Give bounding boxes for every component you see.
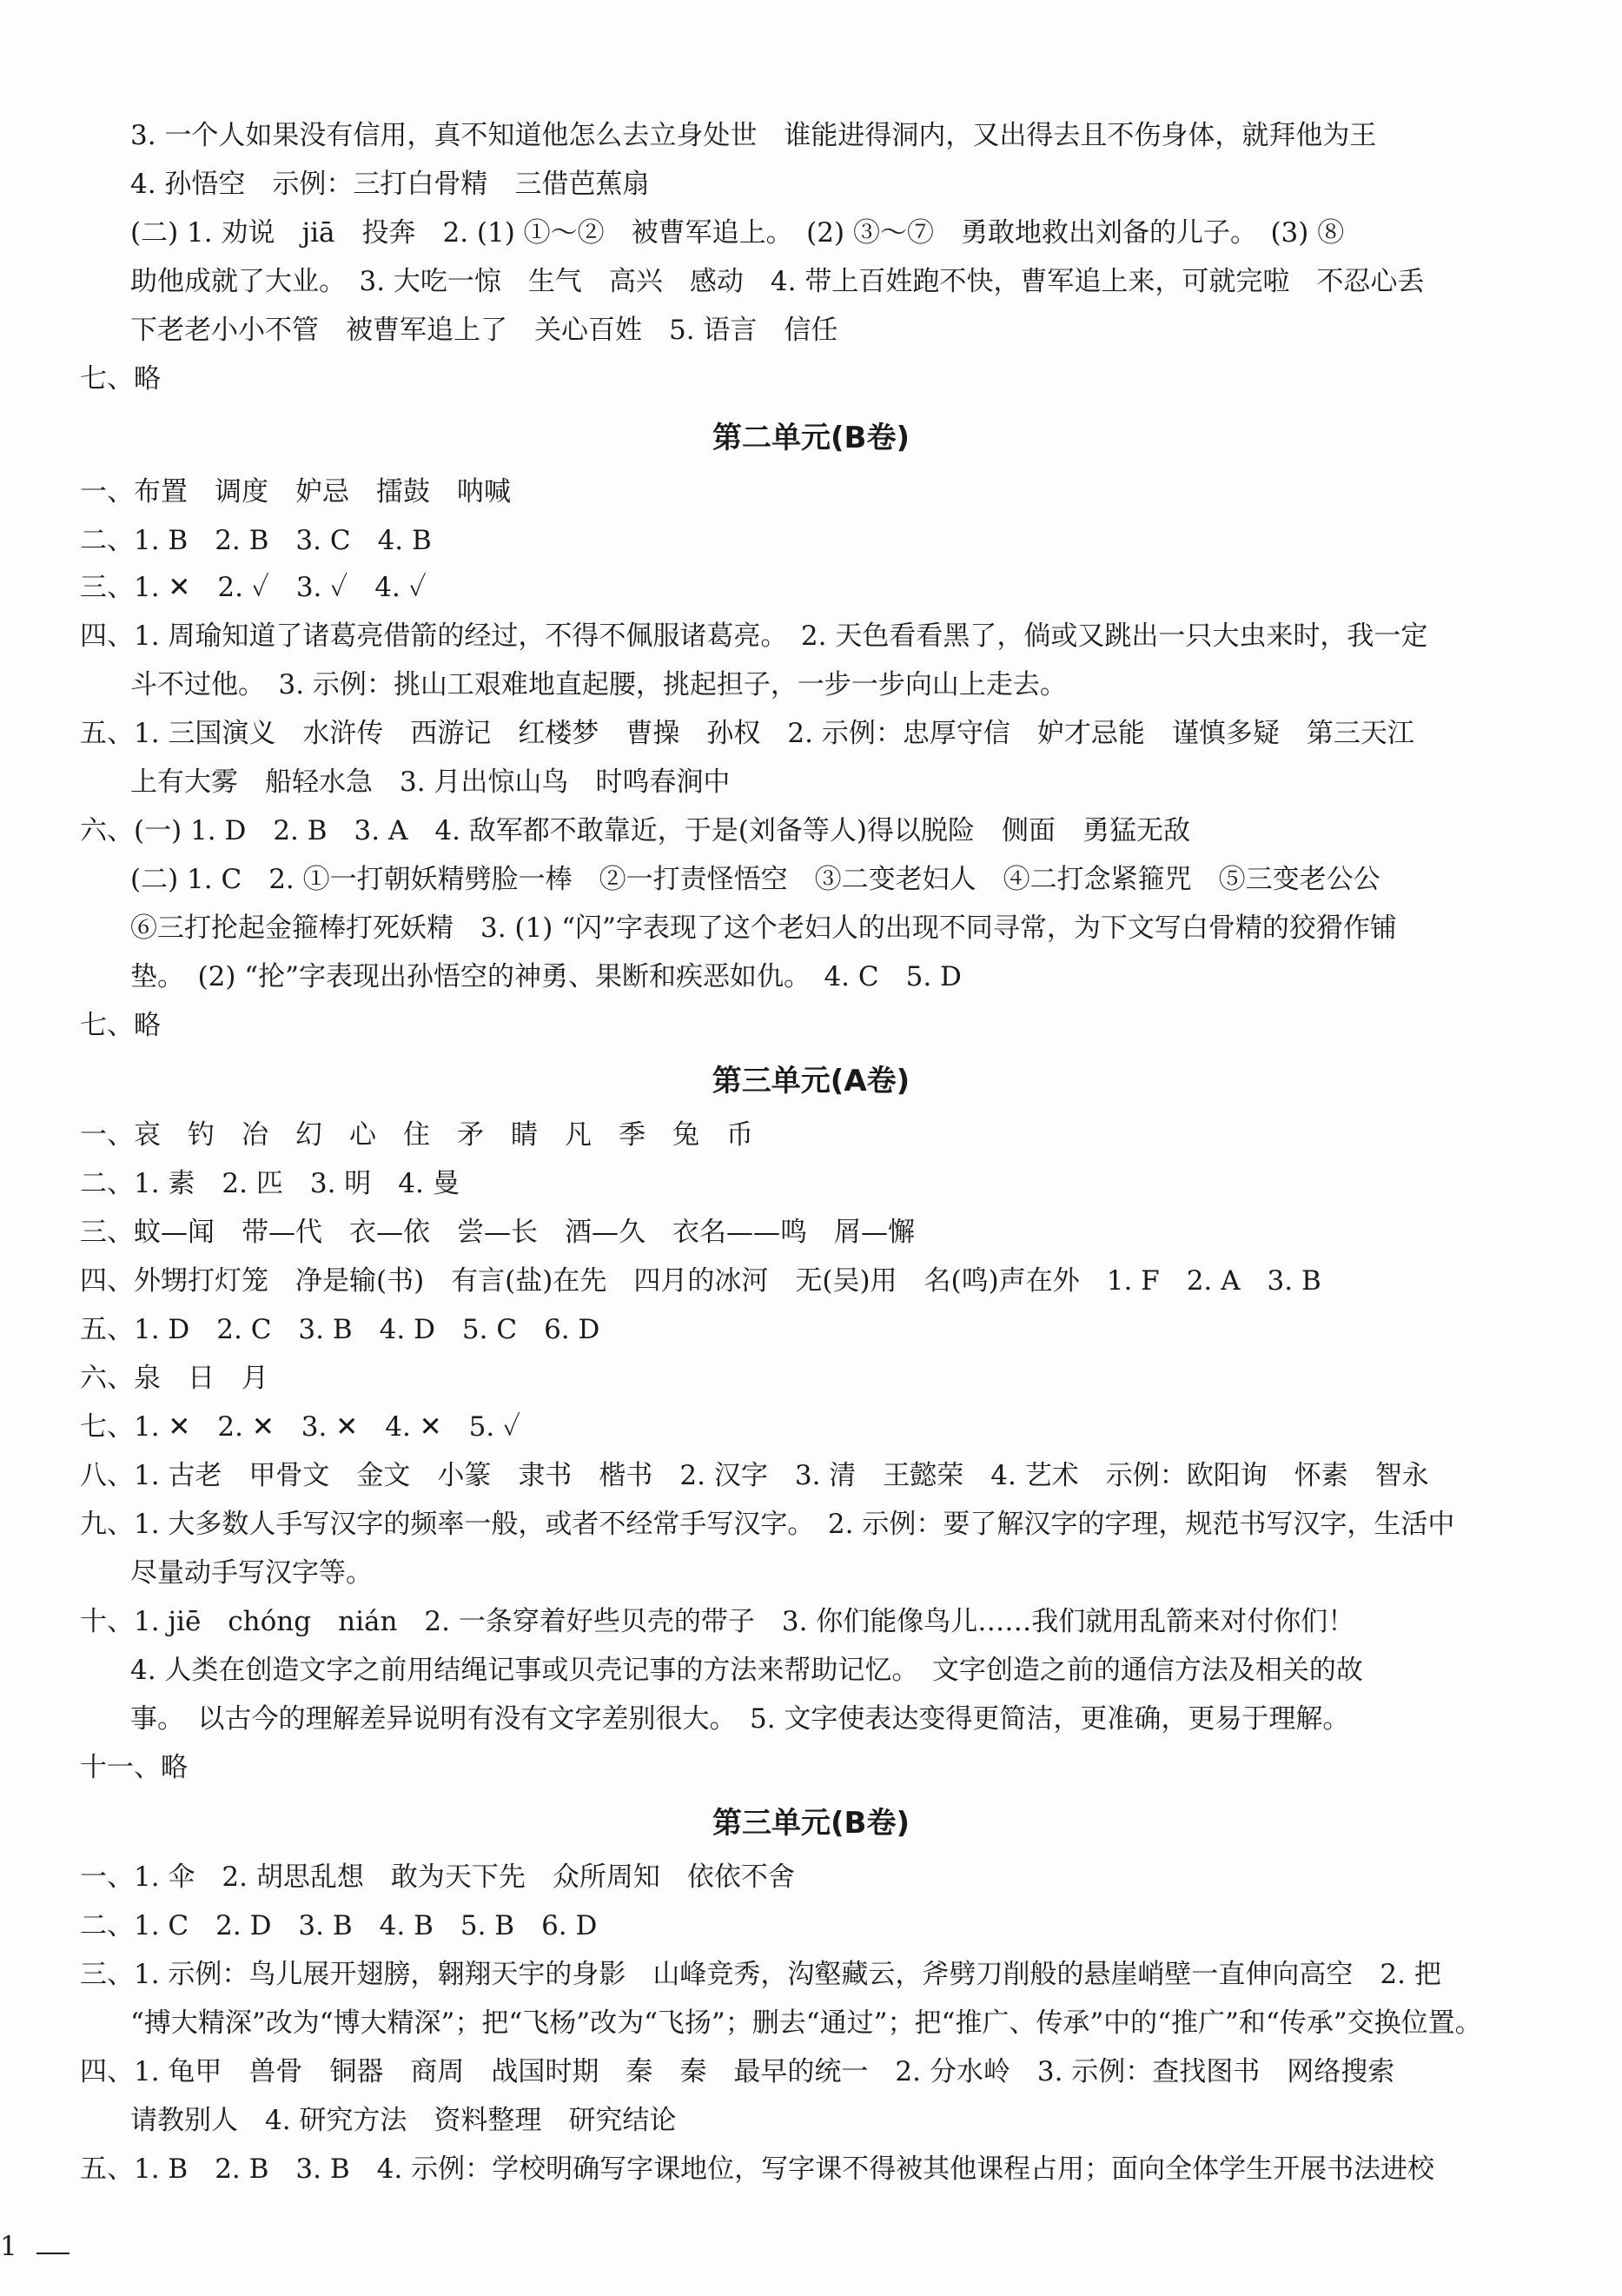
text-line: 3. 一个人如果没有信用，真不知道他怎么去立身处世 谁能进得洞内，又出得去且不伤身体，就拜他为王 <box>130 120 1377 151</box>
text-line: 斗不过他。 3. 示例：挑山工艰难地直起腰，挑起担子，一步一步向山上走去。 <box>130 669 1067 700</box>
text-line: 七、1. ✕ 2. ✕ 3. ✕ 4. ✕ 5. ✓ <box>80 1411 521 1443</box>
text-line: 十、1. jiē chóng nián 2. 一条穿着好些贝壳的带子 3. 你们能像鸟儿……我们就用乱箭来对付你们！ <box>80 1606 1355 1637</box>
text-line: 四、外甥打灯笼 净是输(书) 有言(盐)在先 四月的冰河 无(吴)用 名(鸣)声在外 1. F 2. A 3. B <box>80 1265 1321 1297</box>
text-line: 六、(一) 1. D 2. B 3. A 4. 敌军都不敢靠近，于是(刘备等人)得以脱险 侧面 勇猛无敌 <box>80 815 1190 846</box>
text-line: 九、1. 大多数人手写汉字的频率一般，或者不经常手写汉字。 2. 示例：要了解汉字的字理，规范书写汉字，生活中 <box>80 1509 1455 1540</box>
text-line: 尽量动手写汉字等。 <box>130 1557 373 1589</box>
text-line: (二) 1. C 2. ①一打朝妖精劈脸一棒 ②一打责怪悟空 ③二变老妇人 ④二打念紧箍咒 ⑤三变老公公 <box>130 864 1380 895</box>
text-line: 十一、略 <box>80 1752 188 1783</box>
text-line: 三、1. 示例：鸟儿展开翅膀，翱翔天宇的身影 山峰竞秀，沟壑藏云，斧劈刀削般的悬崖峭壁一直伸向高空 2. 把 <box>80 1959 1441 1990</box>
text-line: 五、1. B 2. B 3. B 4. 示例：学校明确写字课地位，写字课不得被其他课程占用；面向全体学生开展书法进校 <box>80 2153 1435 2185</box>
section-title: 第三单元(B卷) <box>712 1806 910 1841</box>
text-line: 七、略 <box>80 1010 161 1041</box>
text-line: 一、1. 伞 2. 胡思乱想 敢为天下先 众所周知 依依不舍 <box>80 1861 795 1893</box>
text-line: 上有大雾 船轻水急 3. 月出惊山鸟 时鸣春涧中 <box>130 766 731 798</box>
text-line: 三、1. ✕ 2. ✓ 3. ✓ 4. ✓ <box>80 572 427 603</box>
text-line: (二) 1. 劝说 jiā 投奔 2. (1) ①～② 被曹军追上。 (2) ③～⑦ 勇敢地救出刘备的儿子。 (3) ⑧ <box>130 217 1345 249</box>
text-line: 四、1. 龟甲 兽骨 铜器 商周 战国时期 秦 秦 最早的统一 2. 分水岭 3. 示例：查找图书 网络搜索 <box>80 2056 1395 2087</box>
text-line: 下老老小小不管 被曹军追上了 关心百姓 5. 语言 信任 <box>130 315 838 346</box>
page-number: 1 <box>0 2231 17 2262</box>
text-line: “搏大精深”改为“博大精深”；把“飞杨”改为“飞扬”；删去“通过”；把“推广、传承”中的“推广”和“传承”交换位置。 <box>130 2007 1482 2039</box>
text-line: 六、泉 日 月 <box>80 1363 268 1394</box>
text-line: 二、1. B 2. B 3. C 4. B <box>80 525 432 556</box>
text-line: 八、1. 古老 甲骨文 金文 小篆 隶书 楷书 2. 汉字 3. 清 王懿荣 4. 艺术 示例：欧阳询 怀素 智永 <box>80 1460 1429 1491</box>
section-title: 第三单元(A卷) <box>712 1064 910 1098</box>
text-line: 助他成就了大业。 3. 大吃一惊 生气 高兴 感动 4. 带上百姓跑不快，曹军追上来，可就完啦 不忍心丢 <box>130 266 1425 297</box>
text-line: 五、1. 三国演义 水浒传 西游记 红楼梦 曹操 孙权 2. 示例：忠厚守信 妒才忌能 谨慎多疑 第三天江 <box>80 718 1414 749</box>
text-line: 五、1. D 2. C 3. B 4. D 5. C 6. D <box>80 1314 600 1345</box>
text-line: 二、1. C 2. D 3. B 4. B 5. B 6. D <box>80 1910 598 1941</box>
text-line: ⑥三打抡起金箍棒打死妖精 3. (1) “闪”字表现了这个老妇人的出现不同寻常，为下文写白骨精的狡猾作铺 <box>130 912 1397 944</box>
text-line: 七、略 <box>80 363 161 395</box>
text-line: 事。 以古今的理解差异说明有没有文字差别很大。 5. 文字使表达变得更简洁，更准确，更易于理解。 <box>130 1703 1350 1735</box>
text-line: 一、布置 调度 妒忌 擂鼓 呐喊 <box>80 476 511 508</box>
text-line: 请教别人 4. 研究方法 资料整理 研究结论 <box>130 2105 677 2136</box>
text-line: 四、1. 周瑜知道了诸葛亮借箭的经过，不得不佩服诸葛亮。 2. 天色看看黑了，倘或又跳出一只大虫来时，我一定 <box>80 620 1428 652</box>
text-line: 一、哀 钓 冶 幻 心 住 矛 睛 凡 季 兔 币 <box>80 1119 753 1151</box>
text-line: 垫。 (2) “抡”字表现出孙悟空的神勇、果断和疾恶如仇。 4. C 5. D <box>130 961 962 992</box>
text-line: 三、蚊—闻 带—代 衣—依 尝—长 酒—久 衣名——鸣 屑—懈 <box>80 1217 915 1248</box>
text-line: 二、1. 素 2. 匹 3. 明 4. 曼 <box>80 1168 460 1199</box>
page-number-dash <box>36 2253 70 2254</box>
section-title: 第二单元(B卷) <box>712 421 910 455</box>
text-line: 4. 人类在创造文字之前用结绳记事或贝壳记事的方法来帮助记忆。 文字创造之前的通信方法及相关的故 <box>130 1655 1363 1686</box>
text-line: 4. 孙悟空 示例：三打白骨精 三借芭蕉扇 <box>130 169 650 200</box>
